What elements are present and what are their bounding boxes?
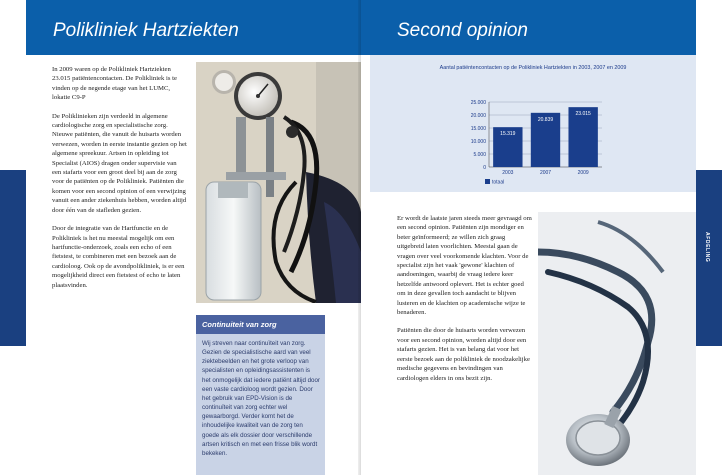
x-tick-label: 2009 [577, 170, 589, 176]
data-label: 20.839 [537, 116, 554, 123]
data-label: 15.319 [500, 131, 516, 138]
left-paragraph-2: De Poliklinieken zijn verdeeld in algemene cardiologische zorg en specialistische zorg. Nieuwe patiënten, die vanuit de huisarts worden verwezen, worden in eerste instantie gezien op het algemene spreekuur. Artsen in opleiding tot Specialist (AIOS) dragen onder supervisie van een stafarts voor een groot deel bij aan de zorg voor de patiënten op de Polikliniek. Patiënten die komen voor een second opinion of een verwijzing vanuit een ander ziekenhuis hebben, worden altijd door één van de stafleden gezien. [52, 112, 187, 214]
legend-label: totaal [492, 179, 505, 186]
left-paragraph-1: In 2009 waren op de Polikliniek Hartziekten 23.015 patiëntencontacten. De Polikliniek is te vinden op de negende etage van het LUMC, lokatie C9-P [52, 66, 177, 102]
data-label: 23.015 [575, 111, 591, 118]
chart-panel [370, 55, 696, 192]
y-tick-label: 0 [483, 164, 486, 171]
y-tick-label: 15.000 [470, 125, 486, 132]
left-body-text [52, 65, 187, 299]
y-tick-label: 5.000 [473, 151, 486, 158]
y-tick-label: 20.000 [470, 112, 486, 119]
y-tick-label: 25.000 [470, 99, 486, 106]
title-bar-right [361, 0, 696, 55]
page-title-right: Second opinion [397, 20, 528, 41]
chart-title: Aantal patiëntencontacten op de Polikliniek Hartziekten in 2003, 2007 en 2009 [439, 65, 627, 71]
title-bar-left [26, 0, 361, 55]
edge-tab-right [696, 170, 722, 346]
stethoscope-photo [538, 212, 696, 475]
page-title-left: Polikliniek Hartziekten [53, 20, 239, 41]
sidebox-continuity [196, 315, 325, 475]
bar-chart [370, 55, 696, 192]
edge-tab-left [0, 170, 26, 346]
right-paragraph-1: Er wordt de laatste jaren steeds meer gevraagd om een second opinion. Patiënten zijn mondiger en beter geïnformeerd; ze willen zich graag uitgebreid laten voorlichten. Meestal gaan de vragen over veel voorkomende klachten. Voor de specialist zijn het vaak 'gewone' klachten of aandoeningen, waarbij de vraag iedere keer hetzelfde antwoord oplevert. Het is echter goed om in deze gevallen toch aandacht te blijven lusteren en de klachten op academische wijze te benaderen. [397, 215, 532, 317]
right-paragraph-2: Patiënten die door de huisarts worden verwezen voor een second opinion, worden altijd door een stafarts gezien. Het is van belang dat voor het eerste bezoek aan de polikliniek de noodzakelijke medische gegevens en bevindingen van cardiologen elders in ons bezit zijn. [397, 327, 530, 382]
x-tick-label: 2007 [539, 170, 552, 176]
sidebox-text: Wij streven naar continuïteit van zorg. Gezien de specialistische aard van veel ziektebeelden en het grote verloop van specialisten en opleidingsassistenten is het onmogelijk dat iedere patiënt altijd door een vaste cardioloog wordt gezien. Door het gebruik van EPD-Vision is de continuïteit van zorg echter wel gewaarborgd. Verder komt het de inhoudelijke kwaliteit van de zorg ten goede als elk dossier door verschillende artsen kritisch en met een frisse blik wordt bekeken. [202, 340, 320, 457]
left-paragraph-3: Door de integratie van de Hartfunctie en de Polikliniek is het nu meestal mogelijk om een hartfunctie-onderzoek, zoals een echo of een fietstest, te combineren met een bezoek aan de cardioloog. Ook op de avondpolikliniek, is er een mogelijkheid direct een fietstest of echo te laten plaatsvinden. [52, 225, 185, 289]
y-tick-label: 10.000 [470, 138, 486, 145]
sidebox-title: Continuiteit van zorg [196, 315, 325, 334]
legend-swatch [485, 179, 490, 184]
blood-pressure-monitor-photo [196, 62, 361, 303]
right-body-text [397, 214, 533, 392]
side-tab-label: AFDELING [704, 232, 710, 263]
x-tick-label: 2003 [502, 170, 514, 176]
right-page [361, 0, 722, 475]
